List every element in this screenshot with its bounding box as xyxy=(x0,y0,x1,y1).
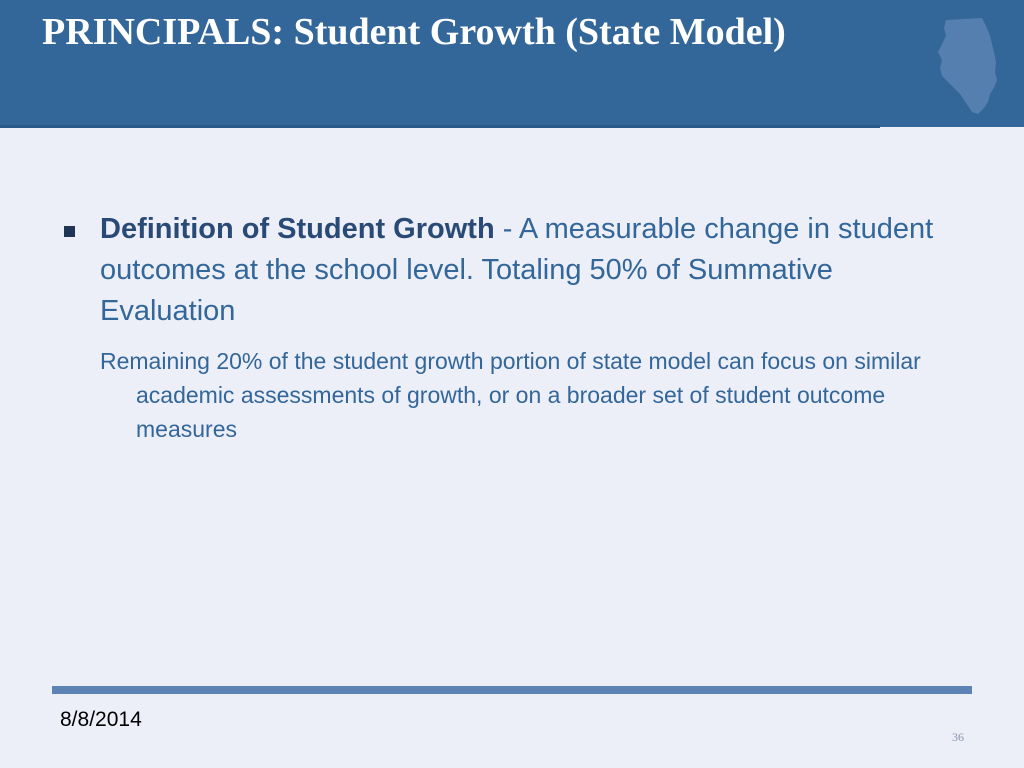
definition-text: A measurable change in student outcomes at the school level. Totaling 50% of Summative Evaluation xyxy=(100,213,934,327)
slide-title: PRINCIPALS: Student Growth (State Model) xyxy=(42,11,786,53)
bullet-item xyxy=(60,209,970,332)
title-bar xyxy=(0,0,1024,127)
bullet-text xyxy=(100,209,970,332)
term-separator: - xyxy=(494,213,519,245)
page-number: 36 xyxy=(952,730,964,744)
footer-date: 8/8/2014 xyxy=(60,708,142,731)
footer-rule xyxy=(52,686,972,694)
definition-term: Definition of Student Growth xyxy=(100,213,495,245)
sub-bullet-text: Remaining 20% of the student growth portion of state model can focus on similar academic assessments of growth, or on a broader set of student outcome measures xyxy=(100,348,921,442)
square-bullet-icon xyxy=(64,226,75,237)
title-bar-edge xyxy=(0,125,880,128)
illinois-state-outline-icon xyxy=(934,14,1004,120)
slide-content xyxy=(60,209,970,446)
